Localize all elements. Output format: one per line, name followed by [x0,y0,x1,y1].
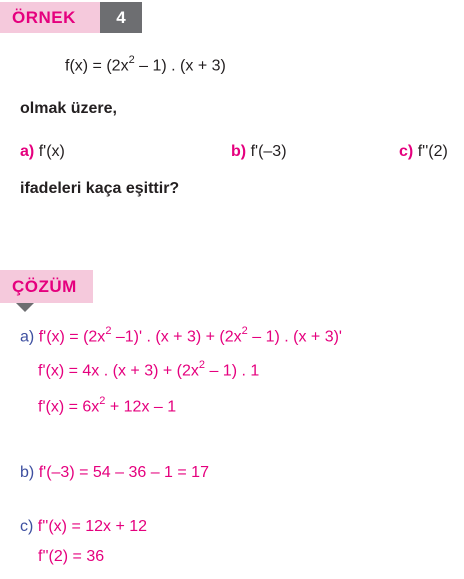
math-exponent: 2 [99,395,106,407]
problem-question: ifadeleri kaça eşittir? [20,180,180,197]
solution-c-line2: f''(2) = 36 [38,548,105,565]
solution-c-line1 [20,518,147,536]
solution-b-line1 [20,464,209,482]
solution-a-line1 [20,326,342,346]
solution-arrow-icon [16,303,34,312]
math-exponent: 2 [198,359,205,371]
math-part: + 12x – 1 [105,398,177,416]
math-exponent: 2 [105,325,112,337]
question-b [231,143,287,161]
solution-badge: ÇÖZÜM [0,270,93,303]
problem-expression [65,55,226,75]
expr-exponent: 2 [128,54,135,66]
math-part: f'(x) = (2x [38,328,106,346]
question-a [20,143,65,161]
question-c [399,143,448,161]
example-number-badge: 4 [100,2,142,33]
solution-a-line2 [38,360,259,380]
solution-label: b) [20,464,35,481]
solution-label: a) [20,328,35,346]
math-part: –1)' . (x + 3) + (2x [111,328,242,346]
problem-intro: olmak üzere, [20,100,117,117]
math-part: – 1) . 1 [205,362,260,380]
math-part: – 1) . (x + 3)' [247,328,342,346]
question-text: f'(x) [38,143,65,160]
question-label: b) [231,143,247,160]
question-text: f'(–3) [250,143,287,160]
math-part: f'(x) = 4x . (x + 3) + (2x [38,362,199,380]
solution-label: c) [20,518,34,535]
math-part: f'(–3) = 54 – 36 – 1 = 17 [38,464,209,481]
math-exponent: 2 [241,325,248,337]
example-badge: ÖRNEK [0,2,100,33]
math-part: f'(x) = 6x [38,398,100,416]
expr-part: – 1) . (x + 3) [134,57,226,75]
question-text: f''(2) [417,143,448,160]
expr-part: f(x) = (2x [65,57,129,75]
solution-a-line3 [38,396,176,416]
question-label: a) [20,143,35,160]
question-label: c) [399,143,414,160]
math-part: f''(x) = 12x + 12 [37,518,148,535]
